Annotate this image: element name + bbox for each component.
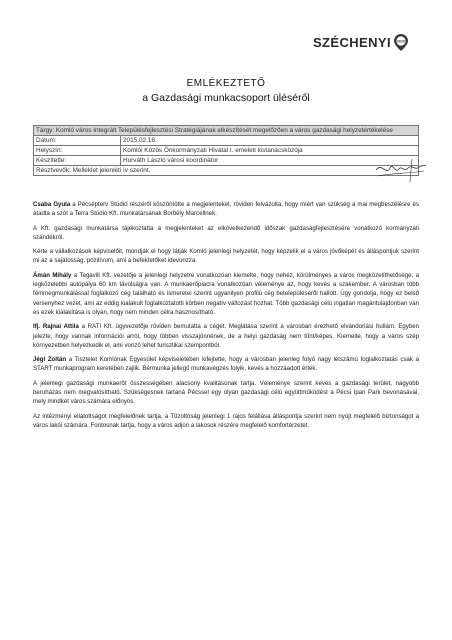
szechenyi-logo: [313, 34, 408, 51]
paragraph-text: Az intézményi ellátottságot megfelelőnek tartja, a Tűzoltóság jelenlegi 1 rajos felállása álláspontja szerint nem nyújt megfelelő biztonságot a város lakói számára. Fontosnak tartja, hogy a város adjon a lakosok részére megfelelő komfortérzetet.: [33, 412, 419, 429]
paragraph: [33, 322, 419, 350]
meta-key: Helyszín:: [34, 146, 121, 156]
meta-row-participants: [34, 166, 419, 176]
document-body: [33, 200, 419, 435]
meta-row-location: [34, 146, 419, 156]
speaker-name: Jégl Zoltán: [33, 356, 67, 364]
meta-value: Komlói Közös Önkormányzati Hivatal I. emeleti kistanácsközója: [121, 146, 419, 156]
meta-value: Melléklet jelenléti ív szerint.: [72, 167, 151, 174]
logo-badge: 2020: [397, 39, 405, 44]
meta-participants-cell: [34, 166, 419, 176]
document-subtitle: a Gazdasági munkacsoport üléséről: [142, 92, 310, 104]
speaker-name: Ámán Mihály: [33, 271, 72, 279]
paragraph-text: A Kft. gazdasági munkatársa tájékoztatta a megjelenteket az elkövetkezendő időszak gazdaságfejlesztésére vonatkozó kormányzati szándékról.: [33, 224, 419, 241]
paragraph: [33, 224, 419, 243]
paragraph-text: A jelenlegi gazdasági munkaerőt összességében alacsony kvalitásúnak tartja. Véleménye szerint kevés a gazdasági terület, nagyobb beruházás nem megvalósítható. Szükségesnek tartaná Pécssel egy olyan gazdasági célú együttműködést a Pécsi Ipari Park bevonásával, mely mindkét város számára előnyös.: [33, 379, 419, 406]
speaker-name: Csaba Gyula: [33, 201, 71, 208]
paragraph: [33, 355, 419, 374]
paragraph-text: a Tegavill Kft. vezetője a jelenlegi helyzetre vonatkozóan kiemelte, hogy nehéz, körülményes a város megközelíthetősége, a legközelebbi autópálya 60 km távolságra van. A munkaerőpiacra vonatkozóan véleménye az, hogy kevés a szakember. A városban több fémmegmunkálással foglalkozó cég található és ismeretei szerint ugyanilyen profilú cég betelepüléséről hallott. Úgy gondolja, hogy ez belső versenyhez vezet, ami az eddig kialakult foglalkoztatotti körben negatív változást hozhat. Több gazdasági célú ingatlan magántulajdonban van és ezek kialakítása is olyan, hogy nem minden célra hasznosítható.: [33, 271, 419, 316]
document-title: EMLÉKEZTETŐ: [186, 78, 266, 89]
meta-key: Dátum:: [34, 136, 121, 146]
meta-value: 2015.02.18.: [121, 136, 419, 146]
meta-key: Készítette:: [34, 156, 121, 166]
meta-subject-cell: [34, 126, 419, 136]
meta-key: Résztvevők:: [36, 167, 71, 174]
paragraph: [33, 247, 419, 266]
map-pin-logo-icon: [394, 34, 408, 51]
meta-key: Tárgy:: [36, 126, 55, 134]
logo-text: SZÉCHENYI: [312, 35, 391, 50]
meta-row-subject: [34, 126, 419, 136]
handwritten-signature: [372, 156, 428, 186]
paragraph-text: a RATI Kft. ügyvezetője röviden bemutatta a céget. Meglátása szerint a városban érezhető elvándorlási hullám. Egyben jelezte, hogy vannak információi arról, hogy többen visszajönnének, de a helyi gazdaság nem tűnt/képes. Kiemelte, hogy a város szép környezetben helyezkedik el, ami vonzó lehet turisztikai szempontból.: [33, 323, 419, 349]
speaker-name: Ifj. Rajnai Attila: [33, 323, 79, 331]
paragraph: [33, 200, 419, 219]
paragraph: [33, 379, 419, 407]
paragraph-text: a Pécsépterv Stúdió részéről köszöntötte a megjelenteket, röviden felvázolta, hogy miért van szükség a mai megbeszélésre és átadta a szót a Terra Stúdió Kft. munkatársának Borbély Marcellnek.: [33, 201, 419, 218]
paragraph: [33, 412, 419, 431]
meta-row-author: [34, 156, 419, 166]
paragraph-text: Kérte a vállalkozások képviselőit, mondják el hogy látják Komló jelenlegi helyzetét, hogy képzelik el a város jövőképét és álláspontjuk szerint mi az a sajátosság, pozitívum, ami a befektetőket idevonzza.: [33, 248, 419, 265]
meta-table: [33, 125, 419, 176]
meta-value: Komló város Integrált Településfejlesztési Stratégiájának elkészítését megelőzően a város gazdasági helyzetértékelése: [55, 126, 393, 134]
meta-value: Horváth László városi koordinátor: [121, 156, 419, 166]
meta-row-date: [34, 136, 419, 146]
paragraph: [33, 271, 419, 317]
paragraph-text: a Tisztelet Komlónak Egyesület képviseletében kifejtette, hogy a városban jelenleg folyó nagy létszámú foglalkoztatás csak a START munkaprogram keretében zajlik. Bérmunka jellegű munkavégzés folyik, kevés a hozzáadott érték.: [33, 356, 419, 373]
